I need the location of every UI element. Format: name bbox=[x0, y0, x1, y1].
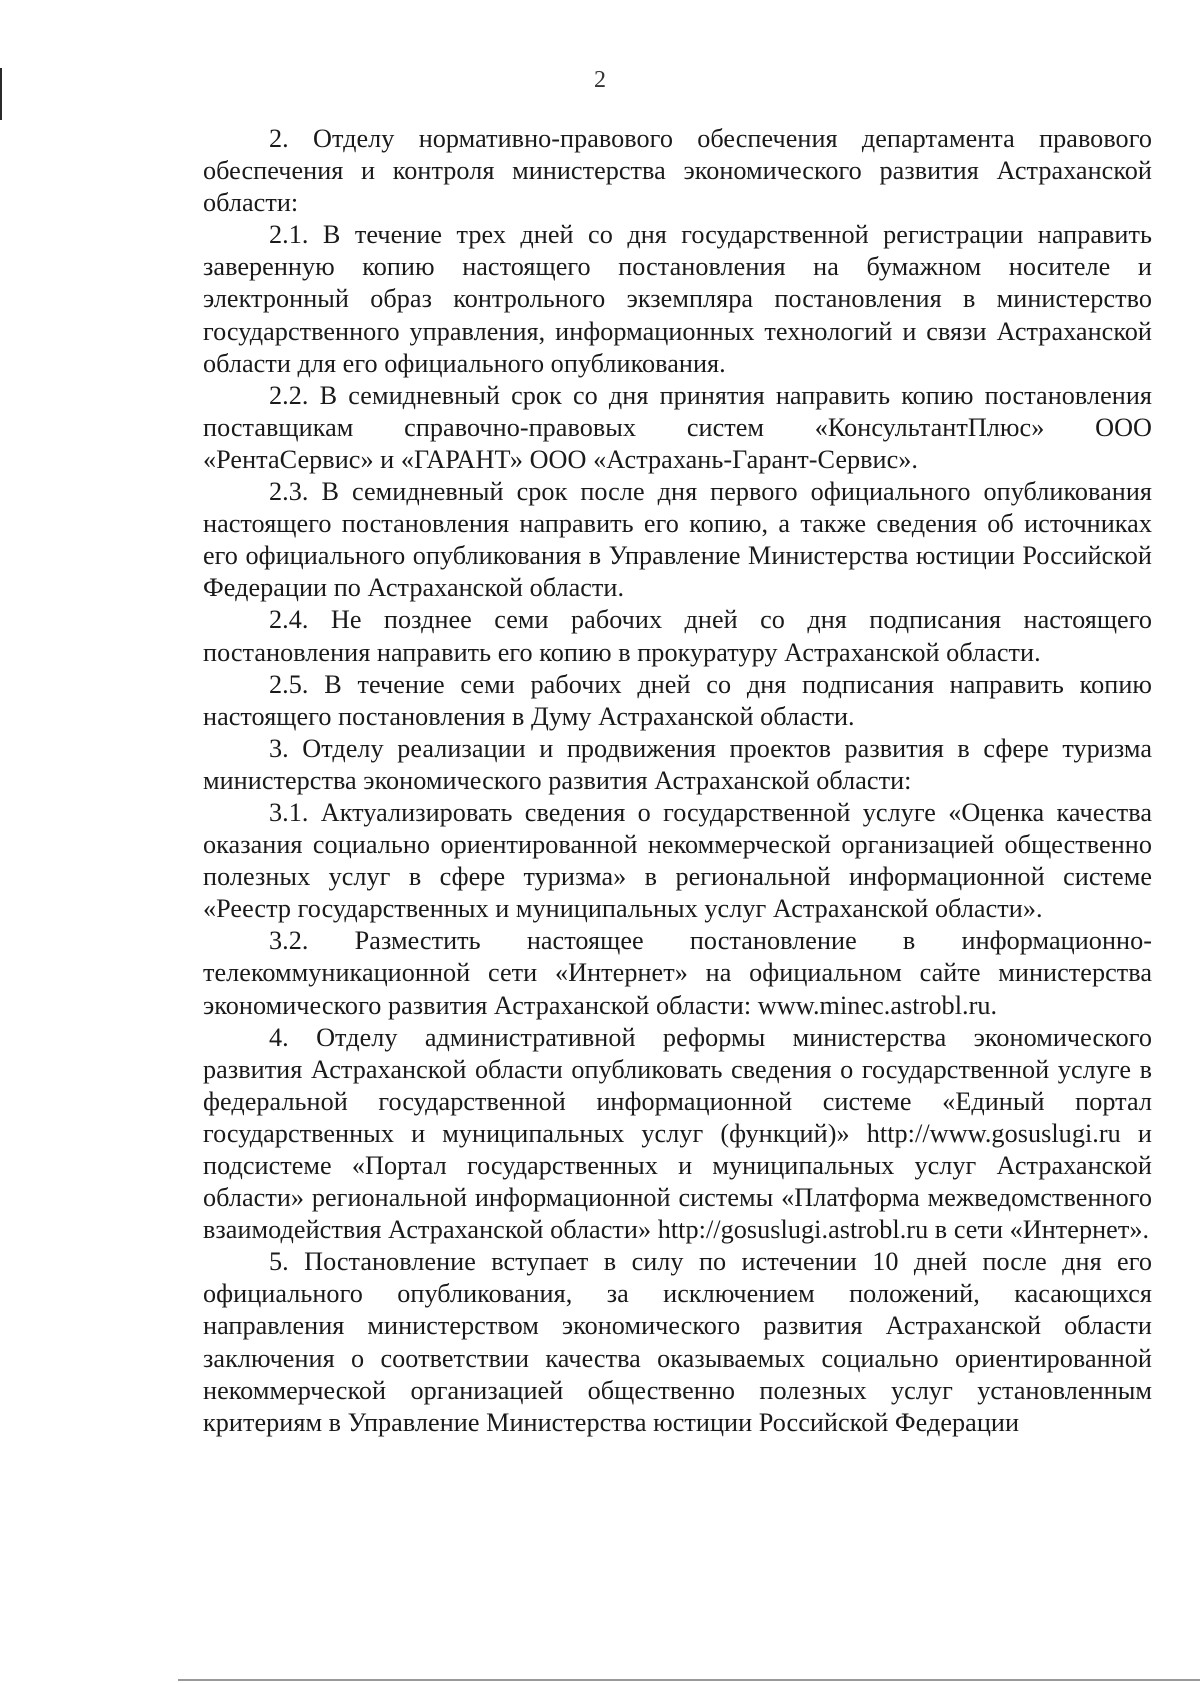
paragraph-5: 5. Постановление вступает в силу по истечении 10 дней после дня его официального опубликования, за исключением положений, касающихся направления министерством экономического развития Астраханской области заключения о соответствии качества оказываемых социально ориентированной некоммерческой организацией общественно полезных услуг установленным критериям в Управление Министерства юстиции Российской Федерации bbox=[203, 1247, 1152, 1437]
paragraph-2-2: 2.2. В семидневный срок со дня принятия направить копию постановления поставщикам справочно-правовых систем «КонсультантПлюс» ООО «РентаСервис» и «ГАРАНТ» ООО «Астрахань-Гарант-Сервис». bbox=[203, 380, 1152, 474]
paragraph-2-3: 2.3. В семидневный срок после дня первого официального опубликования настоящего постановления направить его копию, а также сведения об источниках его официального опубликования в Управление Министерства юстиции Российской Федерации по Астраханской области. bbox=[203, 477, 1152, 603]
paragraph-4: 4. Отделу административной реформы министерства экономического развития Астраханской области опубликовать сведения о государственной услуге в федеральной государственной информационной системе «Единый портал государственных и муниципальных услуг (функций)» http://www.gosuslugi.ru и подсистеме «Портал государственных и муниципальных услуг Астраханской области» региональной информационной системы «Платформа межведомственного взаимодействия Астраханской области» http://gosuslugi.astrobl.ru в сети «Интернет». bbox=[203, 1022, 1152, 1245]
paragraph-2-1: 2.1. В течение трех дней со дня государственной регистрации направить заверенную копию настоящего постановления на бумажном носителе и электронный образ контрольного экземпляра постановления в министерство государственного управления, информационных технологий и связи Астраханской области для его официального опубликования. bbox=[203, 220, 1152, 378]
paragraph-2-5: 2.5. В течение семи рабочих дней со дня подписания направить копию настоящего постановления в Думу Астраханской области. bbox=[203, 669, 1152, 731]
paragraph-3-1: 3.1. Актуализировать сведения о государственной услуге «Оценка качества оказания социально ориентированной некоммерческой организацией общественно полезных услуг в сфере туризма» в региональной информационной системе «Реестр государственных и муниципальных услуг Астраханской области». bbox=[203, 797, 1152, 924]
scan-bottom-edge bbox=[178, 1679, 1200, 1681]
paragraph-2-4: 2.4. Не позднее семи рабочих дней со дня подписания настоящего постановления направить его копию в прокуратуру Астраханской области. bbox=[203, 605, 1152, 667]
paragraph-2: 2. Отделу нормативно-правового обеспечения департамента правового обеспечения и контроля министерства экономического развития Астраханской области: bbox=[203, 124, 1152, 218]
paragraph-3-2: 3.2. Разместить настоящее постановление в информационно-телекоммуникационной сети «Интернет» на официальном сайте министерства экономического развития Астраханской области: www.minec.astrobl.ru. bbox=[203, 926, 1152, 1020]
paragraph-3: 3. Отделу реализации и продвижения проектов развития в сфере туризма министерства экономического развития Астраханской области: bbox=[203, 733, 1152, 795]
document-body bbox=[203, 123, 1152, 1439]
page-number: 2 bbox=[594, 67, 606, 93]
